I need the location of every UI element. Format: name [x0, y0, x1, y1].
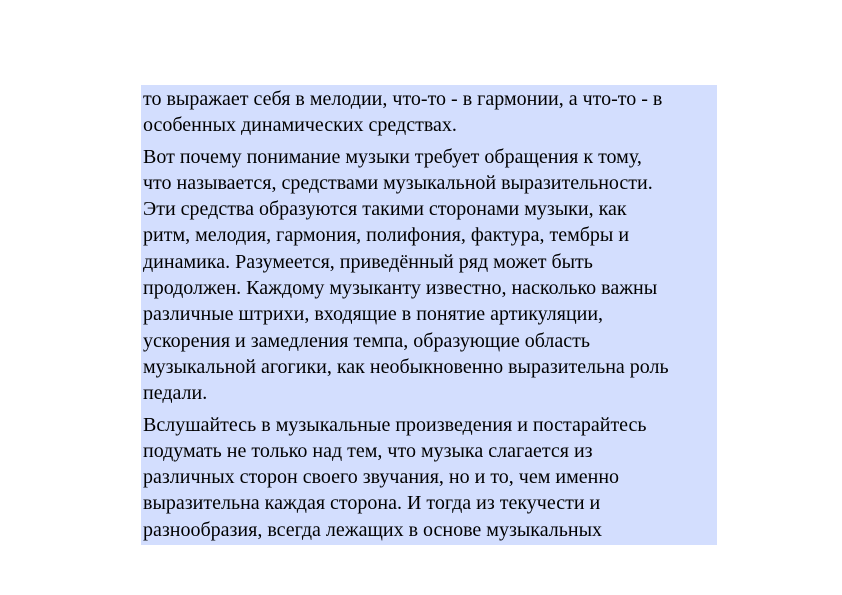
text-line: то выражает себя в мелодии, что-то - в гармонии, а что-то - в — [143, 88, 663, 110]
text-line: различных сторон своего звучания, но и то, чем именно — [143, 466, 620, 489]
text-line: ритм, мелодия, гармония, полифония, фактура, тембры и — [143, 224, 630, 247]
text-line: Вслушайтесь в музыкальные произведения и постарайтесь — [143, 413, 647, 436]
text-line: разнообразия, всегда лежащих в основе музыкальных — [143, 518, 603, 541]
text-line: выразительна каждая сторона. И тогда из текучести и — [143, 492, 601, 515]
text-line: подумать не только над тем, что музыка слагается из — [143, 439, 593, 462]
text-line: различные штрихи, входящие в понятие артикуляции, — [143, 303, 604, 326]
text-line: ускорения и замедления темпа, образующие область — [143, 329, 591, 352]
paragraph-2 — [143, 144, 715, 407]
text-line: Эти средства образуются такими сторонами музыки, как — [143, 198, 627, 221]
text-line: музыкальной агогики, как необыкновенно выразительна роль — [143, 355, 669, 378]
text-line: педали. — [143, 382, 208, 405]
text-box — [141, 85, 717, 545]
text-line: особенных динамических средствах. — [143, 114, 457, 137]
text-line: что называется, средствами музыкальной выразительности. — [143, 171, 653, 194]
text-line: продолжен. Каждому музыканту известно, насколько важны — [143, 277, 658, 300]
paragraph-3 — [143, 412, 715, 543]
text-line: динамика. Разумеется, приведённый ряд может быть — [143, 250, 593, 273]
text-line: Вот почему понимание музыки требует обращения к тому, — [143, 145, 642, 168]
paragraph-1 — [143, 86, 715, 139]
